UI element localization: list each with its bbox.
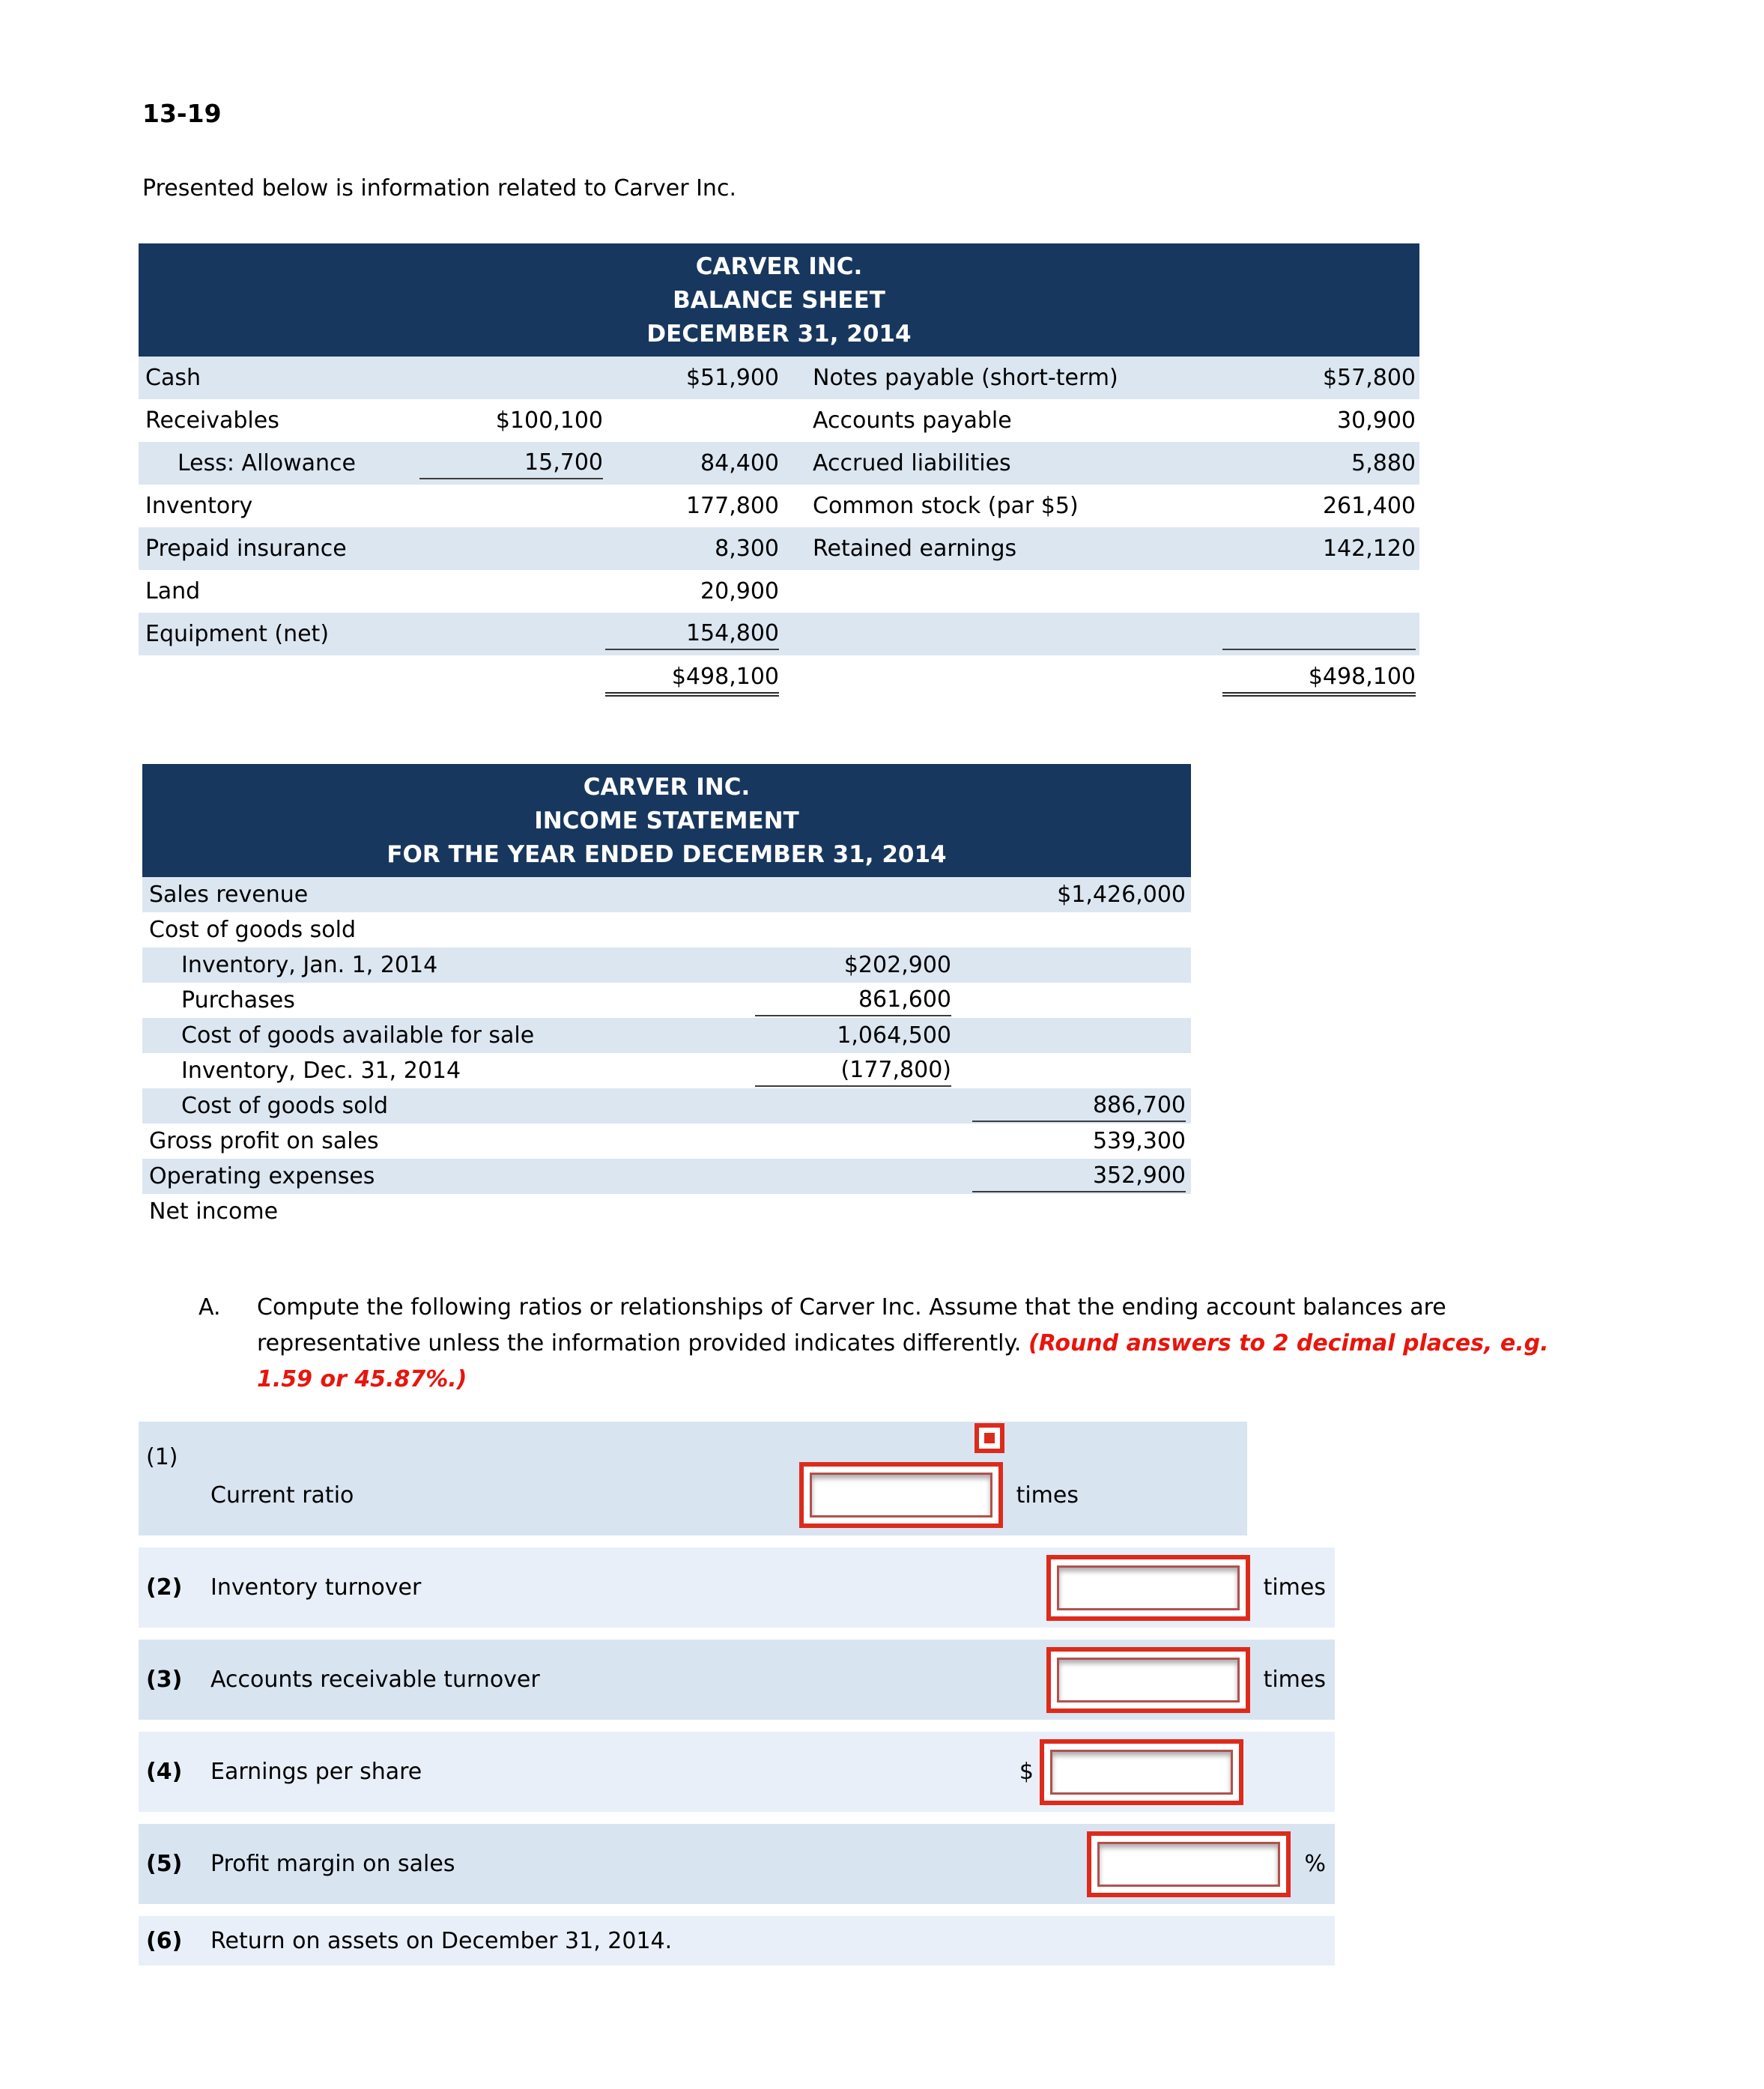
ratio-number: (6) — [146, 1927, 183, 1954]
line-item-label: Net income — [149, 1198, 279, 1225]
amount: (177,800) — [755, 1055, 951, 1087]
amount-cell — [603, 619, 779, 650]
ratio-number: (3) — [146, 1667, 183, 1693]
ratio-label: Profit margin on sales — [210, 1851, 455, 1877]
income-statement-header — [142, 764, 1191, 877]
answer-highlight-frame — [1046, 1555, 1250, 1621]
income-statement-row — [142, 1159, 1191, 1194]
line-item-label: Operating expenses — [149, 1163, 375, 1189]
answer-box — [1046, 1647, 1250, 1713]
account-label: Retained earnings — [813, 536, 1017, 562]
answer-group — [1046, 1555, 1326, 1621]
question-text — [257, 1290, 1605, 1398]
amount: 539,300 — [1092, 1127, 1186, 1154]
line-item-label: Purchases — [181, 987, 295, 1013]
answer-group — [1046, 1647, 1326, 1713]
amount-cell — [412, 448, 603, 479]
balance-sheet-row — [139, 357, 1419, 399]
amount: 15,700 — [419, 448, 603, 479]
amount: 5,880 — [1351, 449, 1416, 476]
unit-label: % — [1304, 1851, 1326, 1877]
ratio-input-3[interactable] — [1057, 1658, 1240, 1703]
company-name: CARVER INC. — [695, 253, 863, 280]
income-statement-row — [142, 1053, 1191, 1088]
line-item-label: Cost of goods available for sale — [181, 1022, 535, 1049]
amount-cell — [412, 493, 603, 519]
balance-sheet-row — [139, 527, 1419, 570]
amount-cell — [951, 1058, 1191, 1084]
amount: $498,100 — [605, 662, 779, 697]
account-label: Cash — [145, 365, 201, 391]
amount-cell — [951, 1091, 1191, 1122]
ratio-label: Earnings per share — [210, 1759, 422, 1785]
amount-cell — [603, 407, 779, 434]
answer-highlight-frame — [1040, 1739, 1243, 1805]
amount: 20,900 — [700, 577, 779, 604]
amount-cell — [951, 1127, 1191, 1156]
amount-cell — [753, 1021, 951, 1051]
amount-cell — [753, 950, 951, 980]
question-letter: A. — [198, 1294, 221, 1321]
account-label: Accounts payable — [813, 407, 1012, 434]
line-item-label: Inventory, Dec. 31, 2014 — [181, 1058, 461, 1084]
amount-cell — [603, 449, 779, 479]
amount: $51,900 — [685, 364, 779, 391]
amount-cell — [1183, 491, 1419, 521]
ratio-label: Accounts receivable turnover — [210, 1667, 540, 1693]
company-name: CARVER INC. — [583, 774, 751, 801]
line-item-label: Gross profit on sales — [149, 1128, 379, 1154]
ratio-label: Return on assets on December 31, 2014. — [210, 1927, 673, 1954]
amount: 8,300 — [715, 535, 779, 562]
amount-cell — [1183, 534, 1419, 564]
ratio-input-1[interactable] — [810, 1473, 992, 1518]
answer-highlight-frame — [799, 1462, 1003, 1528]
account-label: Common stock (par $5) — [813, 493, 1079, 519]
amount-cell — [951, 917, 1191, 943]
line-item-label: Cost of goods sold — [181, 1093, 389, 1119]
amount-cell — [1183, 406, 1419, 436]
income-statement-row — [142, 983, 1191, 1018]
ratio-row-5 — [139, 1824, 1335, 1904]
balance-sheet-row — [139, 399, 1419, 442]
amount: 1,064,500 — [837, 1022, 951, 1049]
income-statement-row — [142, 1018, 1191, 1053]
unit-label: times — [1263, 1667, 1326, 1693]
ratio-label: Inventory turnover — [210, 1574, 422, 1601]
question-main-text: Compute the following ratios or relationships of Carver Inc. Assume that the ending account balances are representative unless the information provided indicates differently. — [257, 1294, 1446, 1356]
answer-group — [1019, 1739, 1243, 1805]
balance-sheet-row — [139, 655, 1419, 706]
unit-label: times — [1016, 1482, 1079, 1509]
income-statement-row — [142, 1194, 1191, 1229]
ratio-questions — [139, 1422, 1335, 1977]
answer-box — [1087, 1831, 1291, 1897]
balance-sheet-table — [139, 243, 1419, 706]
ratio-number: (5) — [146, 1851, 183, 1877]
balance-sheet-body — [139, 357, 1419, 706]
income-statement-row — [142, 1124, 1191, 1159]
currency-prefix: $ — [1019, 1759, 1034, 1785]
amount-cell — [1183, 619, 1419, 650]
account-label: Land — [145, 578, 201, 604]
amount-cell — [951, 880, 1191, 910]
amount: $1,426,000 — [1057, 881, 1186, 908]
amount-cell — [753, 917, 951, 943]
account-label: Prepaid insurance — [145, 536, 347, 562]
line-item-label: Sales revenue — [149, 882, 309, 908]
amount: 84,400 — [700, 449, 779, 476]
amount-cell — [951, 1198, 1191, 1225]
amount-cell — [603, 363, 779, 393]
amount-cell — [412, 621, 603, 647]
statement-title: INCOME STATEMENT — [534, 807, 799, 834]
ratio-number: (1) — [146, 1444, 178, 1470]
amount-cell — [603, 577, 779, 607]
amount-cell — [412, 365, 603, 391]
amount: 142,120 — [1322, 535, 1416, 562]
ratio-row-6 — [139, 1916, 1335, 1965]
line-item-label: Cost of goods sold — [149, 917, 357, 943]
amount: 30,900 — [1337, 407, 1416, 434]
amount: $57,800 — [1322, 364, 1416, 391]
amount-cell — [753, 985, 951, 1016]
income-statement-row — [142, 948, 1191, 983]
ratio-number: (4) — [146, 1759, 183, 1785]
amount-cell — [753, 1128, 951, 1154]
ratio-input-5[interactable] — [1097, 1842, 1280, 1887]
account-label: Less: Allowance — [178, 450, 356, 476]
income-statement-body — [142, 877, 1191, 1229]
line-item-label: Inventory, Jan. 1, 2014 — [181, 952, 438, 978]
amount-cell — [753, 1055, 951, 1087]
ratio-row-2 — [139, 1547, 1335, 1628]
rounding-note: (Round answers to 2 decimal places, e.g. 1.59 or 45.87%.) — [257, 1330, 1549, 1392]
ratio-input-2[interactable] — [1057, 1565, 1240, 1610]
answer-flag-icon[interactable] — [975, 1423, 1004, 1453]
ratio-input-4[interactable] — [1050, 1750, 1233, 1795]
amount-cell — [603, 534, 779, 564]
balance-sheet-row — [139, 485, 1419, 527]
balance-sheet-row — [139, 442, 1419, 485]
statement-date: DECEMBER 31, 2014 — [646, 321, 912, 348]
account-label: Notes payable (short-term) — [813, 365, 1118, 391]
amount-cell — [951, 1161, 1191, 1192]
amount-cell — [412, 667, 603, 693]
intro-text: Presented below is information related to Carver Inc. — [142, 175, 736, 201]
answer-highlight-frame — [1087, 1831, 1291, 1897]
amount-cell — [951, 1022, 1191, 1049]
income-statement-row — [142, 1088, 1191, 1124]
amount: $498,100 — [1222, 662, 1416, 697]
amount: 886,700 — [972, 1091, 1186, 1122]
amount-cell — [753, 1093, 951, 1119]
amount-cell — [753, 1198, 951, 1225]
answer-box — [1046, 1555, 1250, 1621]
amount: $202,900 — [843, 951, 951, 978]
account-label: Receivables — [145, 407, 279, 434]
ratio-row-3 — [139, 1640, 1335, 1720]
amount: $100,100 — [495, 407, 603, 434]
statement-period: FOR THE YEAR ENDED DECEMBER 31, 2014 — [387, 841, 947, 868]
amount-cell — [1183, 578, 1419, 604]
balance-sheet-row — [139, 570, 1419, 613]
amount-cell — [951, 952, 1191, 978]
answer-box — [799, 1462, 1003, 1528]
amount: 352,900 — [972, 1161, 1186, 1192]
amount: 154,800 — [605, 619, 779, 650]
question-a — [198, 1290, 1614, 1398]
account-label: Accrued liabilities — [813, 450, 1011, 476]
amount-cell — [412, 536, 603, 562]
ratio-number: (2) — [146, 1574, 183, 1601]
answer-highlight-frame — [1046, 1647, 1250, 1713]
ratio-row-1 — [139, 1422, 1247, 1535]
balance-sheet-header — [139, 243, 1419, 357]
amount — [1222, 619, 1416, 650]
unit-label: times — [1263, 1574, 1326, 1601]
answer-group — [799, 1462, 1079, 1528]
amount-cell — [603, 491, 779, 521]
account-label: Equipment (net) — [145, 621, 330, 647]
ratio-row-4 — [139, 1732, 1335, 1812]
problem-number: 13-19 — [142, 99, 222, 128]
amount-cell — [951, 987, 1191, 1013]
answer-box — [1040, 1739, 1243, 1805]
amount-cell — [1183, 449, 1419, 479]
income-statement-row — [142, 877, 1191, 912]
amount-cell — [603, 662, 779, 697]
statement-title: BALANCE SHEET — [673, 287, 885, 314]
amount-cell — [753, 1163, 951, 1189]
amount: 261,400 — [1322, 492, 1416, 519]
amount-cell — [412, 406, 603, 436]
amount-cell — [753, 882, 951, 908]
income-statement-row — [142, 912, 1191, 948]
amount: 861,600 — [755, 985, 951, 1016]
amount-cell — [1183, 662, 1419, 697]
balance-sheet-row — [139, 613, 1419, 655]
amount: 177,800 — [685, 492, 779, 519]
ratio-label: Current ratio — [210, 1482, 354, 1509]
amount-cell — [412, 578, 603, 604]
account-label: Inventory — [145, 493, 253, 519]
answer-group — [1087, 1831, 1326, 1897]
income-statement-table — [142, 764, 1191, 1229]
amount-cell — [1183, 363, 1419, 393]
